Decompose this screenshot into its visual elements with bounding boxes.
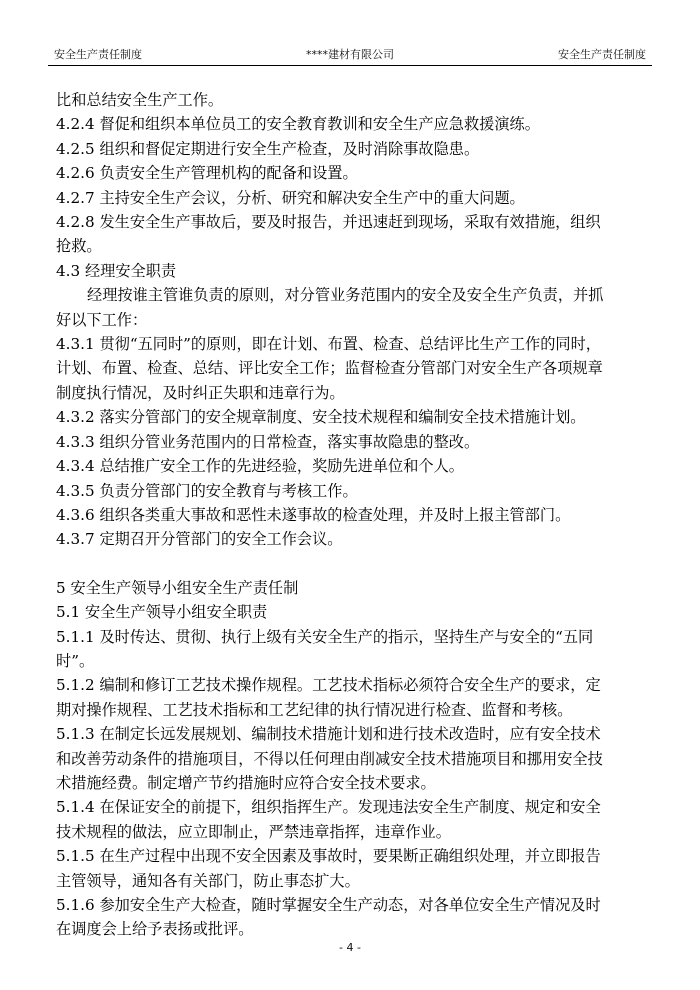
text-line: 4.3.1 贯彻“五同时”的原则，即在计划、布置、检查、总结评比生产工作的同时，: [56, 335, 601, 354]
text-line: 4.2.7 主持安全生产会议，分析、研究和解决安全生产中的重大问题。: [56, 188, 525, 207]
text-line: 主管领导，通知各有关部门，防止事态扩大。: [56, 871, 360, 890]
text-line: 好以下工作：: [56, 310, 148, 329]
text-line: 5.1.5 在生产过程中出现不安全因素及事故时，要果断正确组织处理，并立即报告: [56, 847, 601, 866]
text-line: 5.1.2 编制和修订工艺技术操作规程。工艺技术指标必须符合安全生产的要求，定: [56, 676, 601, 695]
text-line: 抢救。: [56, 237, 102, 256]
text-line: 4.3.7 定期召开分管部门的安全工作会议。: [56, 530, 343, 549]
header-left-title: 安全生产责任制度: [54, 48, 142, 61]
text-line: 4.3.3 组织分管业务范围内的日常检查，落实事故隐患的整改。: [56, 432, 480, 451]
header-divider: [48, 65, 652, 66]
text-line: 术措施经费。制定增产节约措施时应符合安全技术要求。: [56, 773, 436, 792]
text-line: 4.2.4 督促和组织本单位员工的安全教育教训和安全生产应急救援演练。: [56, 115, 540, 134]
paragraph-gap: [56, 552, 652, 576]
text-line: 4.2.6 负责安全生产管理机构的配备和设置。: [56, 164, 358, 183]
text-line: 比和总结安全生产工作。: [56, 91, 224, 109]
body-text: [56, 88, 652, 942]
section-heading: 5.1 安全生产领导小组安全职责: [56, 603, 268, 622]
page-header: [48, 44, 652, 66]
text-line: 期对操作规程、工艺技术指标和工艺纪律的执行情况进行检查、监督和考核。: [56, 700, 573, 719]
header-right-title: 安全生产责任制度: [558, 48, 646, 61]
section-heading: 4.3 经理安全职责: [56, 261, 177, 280]
text-line: 4.2.5 组织和督促定期进行安全生产检查，及时消除事故隐患。: [56, 139, 480, 158]
text-line: 5.1.1 及时传达、贯彻、执行上级有关安全生产的指示，坚持生产与安全的“五同: [56, 627, 594, 646]
text-line: 4.3.6 组织各类重大事故和恶性未遂事故的检查处理，并及时上报主管部门。: [56, 505, 571, 524]
text-line: 4.3.2 落实分管部门的安全规章制度、安全技术规程和编制安全技术措施计划。: [56, 408, 586, 427]
chapter-heading: 5 安全生产领导小组安全生产责任制: [56, 578, 299, 597]
text-line: 制度执行情况，及时纠正失职和违章行为。: [56, 383, 345, 402]
text-line: 在调度会上给予表扬或批评。: [56, 920, 254, 939]
text-line: 经理按谁主管谁负责的原则，对分管业务范围内的安全及安全生产负责，并抓: [87, 286, 604, 305]
text-line: 4.3.4 总结推广安全工作的先进经验，奖励先进单位和个人。: [56, 457, 464, 476]
text-line: 5.1.6 参加安全生产大检查，随时掌握安全生产动态，对各单位安全生产情况及时: [56, 896, 601, 914]
text-line: 4.3.5 负责分管部门的安全教育与考核工作。: [56, 481, 358, 500]
text-line: 时”。: [56, 651, 95, 670]
text-line: 5.1.4 在保证安全的前提下，组织指挥生产。发现违法安全生产制度、规定和安全: [56, 798, 601, 817]
text-line: 技术规程的做法，应立即制止，严禁违章指挥，违章作业。: [56, 822, 451, 841]
header-company-name: ****建材有限公司: [306, 48, 394, 61]
text-line: 5.1.3 在制定长远发展规划、编制技术措施计划和进行技术改造时，应有安全技术: [56, 725, 601, 744]
text-line: 4.2.8 发生安全生产事故后，要及时报告，并迅速赶到现场，采取有效措施，组织: [56, 213, 601, 232]
text-line: 计划、布置、检查、总结、评比安全工作；监督检查分管部门对安全生产各项规章: [56, 359, 603, 378]
page-number: - 4 -: [339, 941, 361, 954]
text-line: 和改善劳动条件的措施项目，不得以任何理由削减安全技术措施项目和挪用安全技: [56, 749, 603, 768]
